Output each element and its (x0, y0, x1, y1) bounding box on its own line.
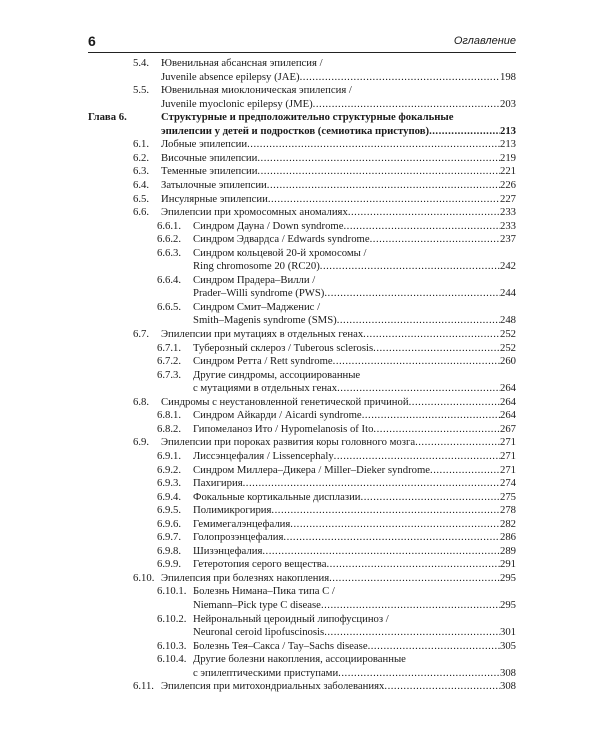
toc-entry-title: Синдром Ретта / Rett syndrome (193, 355, 333, 368)
toc-entry (0, 680, 516, 693)
toc-entry-title: Болезнь Нимана–Пика типа С / (193, 585, 335, 598)
toc-entry-title: Juvenile absence epilepsy (JAE) (161, 70, 300, 83)
toc-page-number: 198 (499, 70, 516, 83)
toc-leader-dots (373, 342, 500, 355)
toc-entry (0, 57, 516, 70)
toc-entry-number: 6.2. (133, 151, 150, 164)
toc-entry (0, 518, 516, 531)
toc-entry (0, 260, 516, 273)
toc-page-number: 305 (499, 639, 516, 652)
toc-entry-title: с мутациями в отдельных генах (193, 382, 338, 395)
toc-leader-dots (384, 680, 500, 693)
toc-entry-title: Гипомеланоз Ито / Hypomelanosis of Ito (193, 422, 374, 435)
toc-entry (0, 369, 516, 382)
toc-page-number: 203 (499, 97, 516, 110)
toc-entry (0, 328, 516, 341)
toc-leader-dots (321, 599, 500, 612)
toc-entry-number: 6.9.8. (157, 544, 182, 557)
toc-leader-dots (368, 640, 500, 653)
toc-entry-number: 6.8.2. (157, 422, 182, 435)
toc-page-number: 301 (499, 626, 516, 639)
toc-entry-title: Эпилепсии при пороках развития коры головного мозга (161, 436, 416, 449)
toc-entry (0, 314, 516, 327)
toc-page-number: 267 (499, 422, 516, 435)
toc-page-number: 242 (499, 260, 516, 273)
toc-entry (0, 667, 516, 680)
toc-entry (0, 396, 516, 409)
toc-leader-dots (430, 464, 500, 477)
toc-entry (0, 301, 516, 314)
toc-entry-number: 6.6.5. (157, 300, 182, 313)
toc-entry-title: с эпилептическими приступами (193, 666, 339, 679)
toc-entry-number: 6.9.4. (157, 490, 182, 503)
toc-entry-title: Синдром Дауна / Down syndrome (193, 219, 344, 232)
toc-leader-dots (283, 531, 500, 544)
toc-entry-title: Височные эпилепсии (161, 151, 258, 164)
toc-entry-title: Синдром кольцевой 20-й хромосомы / (193, 246, 367, 259)
toc-entry-title: Эпилепсии при хромосомных аномалиях (161, 206, 348, 219)
toc-entry-title: Эпилепсия при митохондриальных заболеваниях (161, 680, 385, 693)
toc-entry-number: 6.9.9. (157, 558, 182, 571)
toc-entry (0, 504, 516, 517)
toc-entry-number: 6.7.3. (157, 368, 182, 381)
toc-leader-dots (329, 572, 500, 585)
toc-entry (0, 355, 516, 368)
toc-entry-number: 6.6. (133, 206, 150, 219)
toc-entry (0, 531, 516, 544)
toc-entry-title: Prader–Willi syndrome (PWS) (193, 287, 325, 300)
toc-entry-number: 6.6.2. (157, 233, 182, 246)
toc-entry-title: Болезнь Тея–Сакса / Tay–Sachs disease (193, 639, 368, 652)
toc-entry (0, 179, 516, 192)
toc-entry-title: Синдром Айкарди / Aicardi syndrome (193, 409, 362, 422)
toc-page-number: 295 (499, 571, 516, 584)
toc-entry (0, 111, 516, 124)
toc-entry (0, 220, 516, 233)
toc-leader-dots (338, 667, 500, 680)
toc-entry (0, 626, 516, 639)
toc-leader-dots (337, 382, 500, 395)
toc-entry (0, 545, 516, 558)
toc-leader-dots (271, 504, 500, 517)
toc-leader-dots (290, 518, 500, 531)
toc-page-number: 248 (499, 314, 516, 327)
toc-leader-dots (333, 355, 500, 368)
toc-page-number: 308 (499, 666, 516, 679)
toc-entry-title: Ювенильная абсансная эпилепсия / (161, 57, 323, 69)
toc-leader-dots (373, 423, 500, 436)
toc-page-number: 252 (499, 341, 516, 354)
toc-page-number: 278 (499, 504, 516, 517)
toc-leader-dots (409, 396, 500, 409)
toc-page-number: 213 (499, 138, 516, 151)
toc-entry (0, 464, 516, 477)
toc-entry-number: 5.5. (133, 84, 150, 97)
toc-entry-number: 6.9. (133, 436, 150, 449)
toc-entry (0, 247, 516, 260)
toc-entry-title: Шизэнцефалия (193, 544, 263, 557)
toc-entry (0, 193, 516, 206)
toc-leader-dots (313, 98, 500, 111)
page-number: 6 (88, 33, 96, 49)
toc-chapter-label: Глава 6. (88, 111, 127, 124)
toc-leader-dots (415, 436, 500, 449)
toc-leader-dots (343, 220, 499, 233)
toc-entry-number: 6.8.1. (157, 409, 182, 422)
toc-entry (0, 558, 516, 571)
toc-entry (0, 572, 516, 585)
running-head: Оглавление (453, 35, 516, 47)
toc-entry-number: 6.6.4. (157, 273, 182, 286)
toc-entry-title: Neuronal ceroid lipofuscinosis (193, 626, 325, 639)
toc-entry-number: 6.3. (133, 165, 150, 178)
toc-entry (0, 599, 516, 612)
toc-page-number: 275 (499, 490, 516, 503)
toc-entry-number: 6.8. (133, 395, 150, 408)
toc-entry-title: Другие болезни накопления, ассоциированные (193, 653, 406, 666)
toc-entry-title: Туберозный склероз / Tuberous sclerosis (193, 341, 374, 354)
toc-page-number: 227 (499, 192, 516, 205)
toc-entry-title: Структурные и предположительно структурные фокальные (161, 111, 454, 124)
toc-entry (0, 233, 516, 246)
toc-entry-number: 5.4. (133, 57, 150, 69)
toc-entry-title: Эпилепсии при мутациях в отдельных генах (161, 328, 364, 340)
toc-entry (0, 84, 516, 97)
toc-entry-title: Нейрональный цероидный липофусциноз / (193, 612, 389, 625)
toc-entry-title: Лиссэнцефалия / Lissencephaly (193, 449, 334, 462)
toc-entry-title: Лобные эпилепсии (161, 138, 248, 151)
toc-leader-dots (257, 165, 500, 178)
toc-entry-number: 6.4. (133, 178, 150, 191)
toc-entry-number: 6.10.2. (157, 612, 187, 625)
toc-entry (0, 640, 516, 653)
toc-page-number: 286 (499, 531, 516, 544)
toc-leader-dots (262, 545, 500, 558)
toc-page-number: 264 (499, 409, 516, 422)
toc-page-number: 260 (499, 355, 516, 368)
toc-page-number: 219 (499, 151, 516, 164)
toc-page-number: 271 (499, 463, 516, 476)
toc-entry-title: Smith–Magenis syndrome (SMS) (193, 314, 337, 327)
toc-leader-dots (326, 558, 500, 571)
toc-page-number: 271 (499, 436, 516, 449)
toc-page-number: 264 (499, 395, 516, 408)
toc-entry-number: 6.10.1. (157, 585, 187, 598)
toc-page-number: 244 (499, 287, 516, 300)
toc-entry (0, 165, 516, 178)
toc-leader-dots (324, 626, 500, 639)
toc-entry-number: 6.7. (133, 328, 150, 340)
toc-entry (0, 423, 516, 436)
toc-entry-number: 6.7.2. (157, 355, 182, 368)
toc-page-number: 271 (499, 449, 516, 462)
toc-leader-dots (361, 491, 500, 504)
toc-entry-title: эпилепсии у детей и подростков (семиотика приступов) (161, 124, 430, 137)
toc-leader-dots (257, 152, 500, 165)
toc-entry-title: Juvenile myoclonic epilepsy (JME) (161, 97, 313, 110)
toc-entry (0, 342, 516, 355)
toc-entry (0, 287, 516, 300)
toc-entry-number: 6.5. (133, 192, 150, 205)
toc-page-number: 233 (499, 206, 516, 219)
toc-entry-number: 6.9.3. (157, 477, 182, 490)
toc-entry-title: Другие синдромы, ассоциированные (193, 368, 361, 381)
toc-entry-title: Синдром Прадера–Вилли / (193, 273, 316, 286)
toc-entry-title: Гетеротопия серого вещества (193, 558, 327, 571)
toc-entry (0, 98, 516, 111)
toc-entry-number: 6.9.5. (157, 504, 182, 517)
toc-leader-dots (348, 206, 500, 219)
toc-entry-title: Теменные эпилепсии (161, 165, 258, 178)
toc-leader-dots (320, 260, 500, 273)
toc-leader-dots (268, 193, 500, 206)
toc-entry (0, 585, 516, 598)
toc-page-number: 226 (499, 178, 516, 191)
toc-page-number: 213 (499, 124, 516, 137)
toc-entry-number: 6.7.1. (157, 341, 182, 354)
toc-page-number: 282 (499, 517, 516, 530)
toc-entry-number: 6.10.3. (157, 639, 187, 652)
toc-entry (0, 450, 516, 463)
toc-leader-dots (300, 71, 500, 84)
toc-page-number: 252 (499, 328, 516, 340)
toc-entry-title: Голопрозэнцефалия (193, 531, 284, 544)
toc-page-number: 233 (499, 219, 516, 232)
toc-entry (0, 138, 516, 151)
toc-entry (0, 274, 516, 287)
toc-page-number: 291 (499, 558, 516, 571)
toc-entry (0, 206, 516, 219)
toc-entry-title: Эпилепсия при болезнях накопления (161, 571, 330, 584)
toc-entry-title: Инсулярные эпилепсии (161, 192, 268, 205)
toc-entry-title: Ювенильная миоклоническая эпилепсия / (161, 84, 352, 97)
toc-leader-dots (337, 314, 500, 327)
toc-entry-number: 6.10.4. (157, 653, 187, 666)
toc-entry-number: 6.11. (133, 680, 154, 693)
toc-entry (0, 125, 516, 138)
toc-entry-title: Ring chromosome 20 (RC20) (193, 260, 320, 273)
toc-leader-dots (363, 328, 500, 341)
toc-page-number: 295 (499, 599, 516, 611)
toc-page-number: 289 (499, 544, 516, 557)
toc-entry-number: 6.9.7. (157, 531, 182, 544)
toc-leader-dots (243, 477, 500, 490)
toc-entry-title: Пахигирия (193, 477, 243, 490)
toc-page-number: 237 (499, 233, 516, 246)
toc-page-number: 308 (499, 680, 516, 693)
toc-entry-number: 6.9.2. (157, 463, 182, 476)
toc-page-number: 274 (499, 477, 516, 490)
toc-entry (0, 613, 516, 626)
toc-page-number: 264 (499, 382, 516, 395)
toc-entry-title: Гемимегалэнцефалия (193, 517, 291, 530)
toc-entry (0, 491, 516, 504)
toc-entry-number: 6.1. (133, 138, 150, 151)
toc-leader-dots (429, 125, 500, 138)
toc-entry-number: 6.6.3. (157, 246, 182, 259)
toc-leader-dots (247, 138, 500, 151)
toc-entry-title: Полимикрогирия (193, 504, 272, 517)
toc-leader-dots (362, 409, 500, 422)
toc-entry (0, 653, 516, 666)
toc-entry (0, 71, 516, 84)
toc-entry-number: 6.10. (133, 571, 155, 584)
toc-entry (0, 409, 516, 422)
toc-leader-dots (370, 233, 500, 246)
toc-entry-title: Синдром Смит–Мадженис / (193, 300, 321, 313)
toc-entry-number: 6.9.1. (157, 449, 182, 462)
toc-entry (0, 436, 516, 449)
toc-entry-title: Синдром Миллера–Дикера / Miller–Dieker syndrome (193, 463, 431, 476)
toc-leader-dots (267, 179, 500, 192)
toc-entry (0, 152, 516, 165)
toc-entry (0, 382, 516, 395)
toc-leader-dots (334, 450, 500, 463)
toc-entry-title: Фокальные кортикальные дисплазии (193, 490, 361, 503)
toc-entry-number: 6.6.1. (157, 219, 182, 232)
toc-entry-title: Синдром Эдвардса / Edwards syndrome (193, 233, 370, 246)
toc-entry (0, 477, 516, 490)
toc-entry-title: Синдромы с неустановленной генетической причиной (161, 395, 409, 408)
toc-entry-title: Niemann–Pick type C disease (193, 599, 321, 611)
toc-leader-dots (324, 287, 500, 300)
toc-entry-number: 6.9.6. (157, 517, 182, 530)
toc-entry-title: Затылочные эпилепсии (161, 178, 267, 191)
toc-page-number: 221 (499, 165, 516, 178)
